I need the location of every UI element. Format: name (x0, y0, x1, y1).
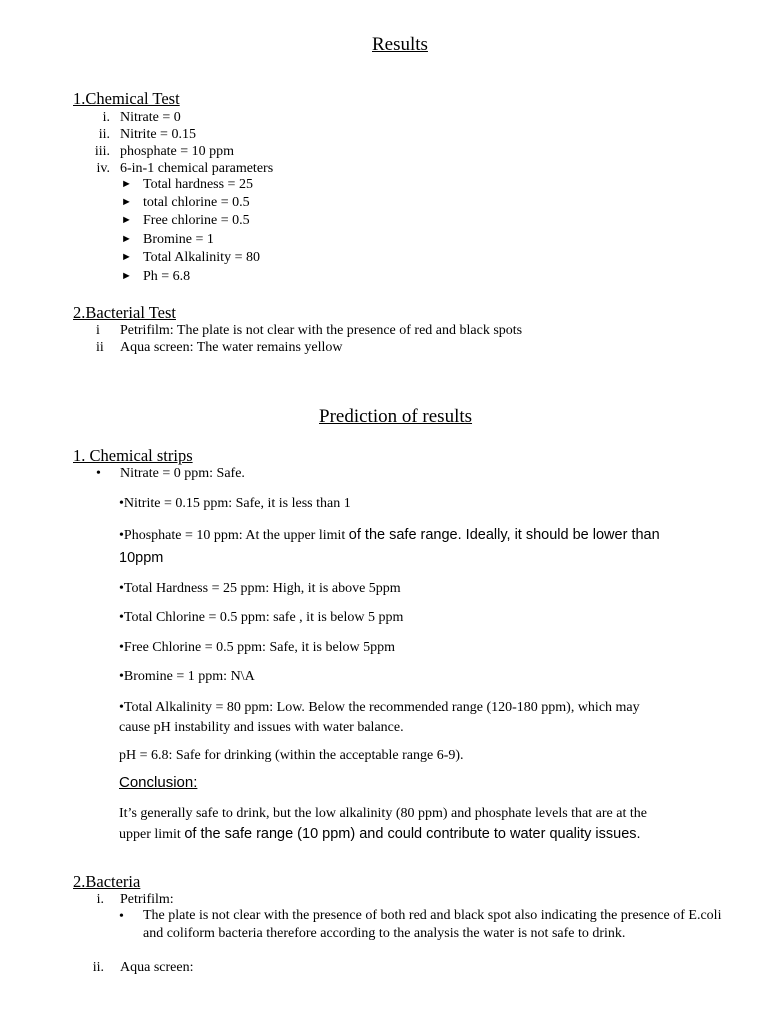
paragraph: •Nitrite = 0.15 ppm: Safe, it is less than 1 (119, 496, 351, 511)
list-item: Aqua screen: (120, 960, 194, 975)
list-item: Aqua screen: The water remains yellow (120, 340, 343, 355)
sub-list-item: Bromine = 1 (143, 232, 214, 247)
arrow-bullet-icon: ► (121, 233, 132, 245)
list-number: ii. (98, 127, 110, 142)
list-item: Petrifilm: The plate is not clear with the presence of red and black spots (120, 323, 523, 338)
paragraph: •Total Hardness = 25 ppm: High, it is above 5ppm (119, 581, 401, 596)
paragraph: cause pH instability and issues with water balance. (119, 720, 404, 735)
list-number: i (96, 323, 100, 338)
list-number: iv. (96, 161, 110, 176)
paragraph: •Free Chlorine = 0.5 ppm: Safe, it is below 5ppm (119, 640, 396, 655)
bullet-icon: • (119, 909, 124, 924)
list-number: i. (96, 892, 104, 907)
paragraph: pH = 6.8: Safe for drinking (within the acceptable range 6-9). (119, 748, 464, 763)
list-number: iii. (94, 144, 110, 159)
prediction-title: Prediction of results (319, 406, 473, 427)
arrow-bullet-icon: ► (121, 196, 132, 208)
bullet-icon: • (96, 466, 101, 481)
results-title: Results (372, 34, 428, 55)
paragraph (119, 527, 660, 544)
sub-list-item: Total Alkalinity = 80 (143, 250, 260, 265)
paragraph: •Total Alkalinity = 80 ppm: Low. Below the recommended range (120-180 ppm), which may (119, 700, 640, 715)
bacterial-test-heading: 2.Bacterial Test (73, 303, 177, 322)
arrow-bullet-icon: ► (121, 251, 132, 263)
list-item: phosphate = 10 ppm (120, 144, 235, 159)
paragraph: The plate is not clear with the presence of both red and black spot also indicating the presence of E.coli and coliform bacteria therefore according to the analysis the water is not safe to drink. (143, 908, 722, 941)
sub-list-item: total chlorine = 0.5 (143, 195, 250, 210)
paragraph-sans-part: of the safe range. Ideally, it should be lower than (348, 527, 660, 543)
chemical-test-heading: 1.Chemical Test (73, 89, 180, 108)
list-item: Nitrite = 0.15 (120, 127, 196, 142)
arrow-bullet-icon: ► (121, 178, 132, 190)
conclusion-heading: Conclusion: (119, 774, 198, 791)
list-item: 6-in-1 chemical parameters (120, 161, 274, 176)
list-number: ii (96, 340, 104, 355)
paragraph: 10ppm (119, 550, 164, 566)
sub-list-item: Free chlorine = 0.5 (143, 213, 250, 228)
bacteria-heading: 2.Bacteria (73, 872, 141, 891)
arrow-bullet-icon: ► (121, 270, 132, 282)
paragraph: •Bromine = 1 ppm: N\A (119, 669, 255, 684)
paragraph: •Total Chlorine = 0.5 ppm: safe , it is below 5 ppm (119, 610, 404, 625)
arrow-bullet-icon: ► (121, 214, 132, 226)
paragraph-serif-part: upper limit (119, 827, 185, 842)
sub-list-item: Total hardness = 25 (143, 177, 253, 192)
list-item: Nitrate = 0 (120, 110, 181, 125)
list-number: ii. (92, 960, 104, 975)
paragraph: It’s generally safe to drink, but the low alkalinity (80 ppm) and phosphate levels that are at the (119, 806, 647, 821)
paragraph-serif-part: •Phosphate = 10 ppm: At the upper limit (119, 528, 349, 543)
list-item: Petrifilm: (120, 892, 174, 907)
list-item: Nitrate = 0 ppm: Safe. (120, 466, 245, 481)
paragraph-sans-part: of the safe range (10 ppm) and could contribute to water quality issues. (184, 826, 641, 842)
list-number: i. (102, 110, 110, 125)
chemical-strips-heading: 1. Chemical strips (73, 446, 193, 465)
sub-list-item: Ph = 6.8 (143, 269, 191, 284)
paragraph (119, 826, 641, 843)
